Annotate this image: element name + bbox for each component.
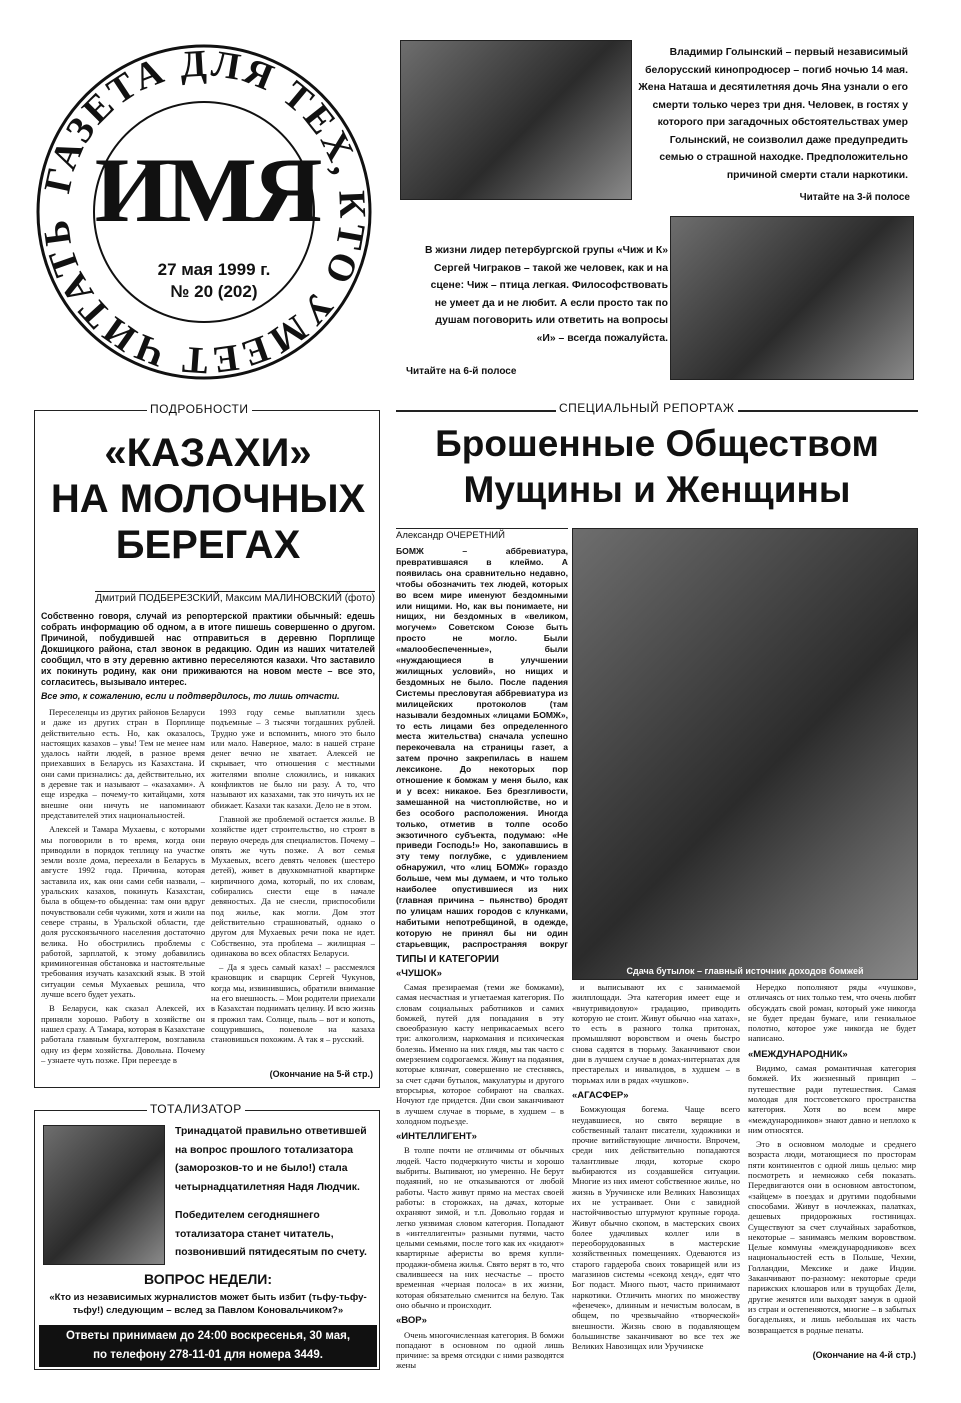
question-title: ВОПРОС НЕДЕЛИ: [143,1271,273,1287]
totalizator-rule-text: Победителем сегодняшнего тотализатора станет читатель, позвонивший пятидесятым по счету. [175,1210,367,1258]
winner-portrait [43,1125,165,1265]
headline-line-3: БЕРЕГАХ [115,523,301,567]
totalizator-winner-text: Тринадцатой правильно ответившей на вопрос прошлого тотализатора (заморозков-то и не было!) стала четырнадцатилетняя Надя Людчик. [175,1126,367,1193]
lead-paragraph [41,611,375,702]
byline: Дмитрий ПОДБЕРЕЗСКИЙ, Максим МАЛИНОВСКИЙ (фото) [95,593,375,604]
bottle-collectors-photo [572,528,918,980]
golynsky-family-photo [400,40,632,200]
section-label: ПОДРОБНОСТИ [147,402,252,416]
masthead-circle-text: ГАЗЕТА ДЛЯ ТЕХ, КТО УМЕЕТ ЧИТАТЬ [34,42,374,382]
article-bomzhi [396,401,918,1378]
teaser-golynsky-more[interactable]: Читайте на 3-й полосе [799,192,910,203]
paragraph: Переселенцы из других районов Беларуси и даже из других стран в Порплище действительно есть. Но, как оказалось, настоящих казахов – увы! Тем не менее нам удалось найти людей, в разное время приехавших в Беларусь из Казахстана. И они сами признались: да, действительно, их в деревне так и называют – «казахами». А еще изредка – почему-то китайцами, хотя внешне они ничуть не напоминают представителей этих национальностей. [41,707,205,820]
paragraph: В толпе почти не отличимы от обычных людей. Часто подчеркнуто чисты и хорошо выбриты. Выпивают, но умеренно. Не берут подаяний, но не отказываются от любой работы. Часто живут прямо на местах своей работы: в сторожках, на дачах, которые охраняют зимой, и т.п. Довольно гордая и легко уязвимая словом категория. Попадают в «интеллигенты» разными путями, часто целыми семьями, после того как их «кидают» квартирные аферисты во время купли-продажи-обмена жилья. Свято верят в то, что свалившееся на них несчастье – просто временная «черная полоса» в их жизни, которая обязательно сменится на белую. Так оно обычно и происходит. [396,1145,564,1310]
paragraph: и выписывают их с занимаемой жилплощади. Эта категория имеет еще и «внутривидовую» градацию, приводить которую не стоит. Живут обычно «на хатах», то есть в разного толка притонах, промышляют воровством и очень быстро снова садятся в тюрьму. Заканчивают свои дни в лучшем случае в домах-интернатах для престарелых и инвалидов, в худшем – в тюрьмах или в рядах «чушков». [572,982,740,1085]
teaser-golynsky-text: Владимир Голынский – первый независимый белорусский кинопродюсер – погиб ночью 14 мая. Жена Наташа и десятилетняя дочь Яна узнали о его смерти только через три дня. Человек, в гостях у которого при загадочных обстоятельствах умер Голынский, не соизволил даже предупредить семью о страшной находке. Предположительно причиной смерти стали наркотики. [638,47,908,181]
totalizator-box [34,1102,380,1370]
headline-line-2: Мущины и Женщины [463,469,851,510]
byline: Александр ОЧЕРЕТНИЙ [396,528,568,541]
masthead-title: ИМЯ [94,139,319,241]
types-title: ТИПЫ И КАТЕГОРИИ [396,954,499,965]
lead-italic: Все это, к сожалению, если и подтвердилось, то лишь отчасти. [41,691,340,701]
headline-line-1: «КАЗАХИ» [104,431,312,475]
article-kazakhi [34,402,380,1088]
answers-line-2: по телефону 278-11-01 для номера 3449. [93,1349,323,1361]
teaser-golynsky[interactable] [396,38,918,208]
lead-text: Собственно говоря, случай из репортерской практики обычный: едешь собрать информацию об одном, а в итоге пишешь совершенно о другом. Причиной, побудившей нас отправиться в деревню Порплище Докшицкого района, стал звонок в редакцию. Один из наших читателей сообщил, что в эту деревню активно переселяются казахи. Что заставило их покинуть родину, как они приживаются на новом месте – все это, согласитесь, вызывало интерес. [41,611,375,687]
paragraph: Бомжующая богема. Чаще всего неудавшиеся, но свято верящие в собственный талант писатели, художники и прочие витийствующие личности. Впрочем, среди них действительно попадаются талантливые люди, которые скоро выбираются из создавшейся ситуации. Многие из них имеют собственное жилье, но жизнь в Уручинске или Великих Навозищах их не устраивает. Они с завидной настойчивостью штурмуют крупные города. Живут обычно скопом, в мастерских своих более удачливых коллег или в переоборудованных в мастерские хозяйственных помещениях. Одеваются из старого гардероба своих товарищей или из магазинов системы «секонд хенд», едят что Бог подаст. Много пьют, часто принимают наркотики. Отличить многих по множеству «фенечек», длинным и нечистым волосам, в общем, по чрезвычайно «творческой» внешности. Жизнь свою в подавляющем большинстве заканчивают во все тех же Великих Навозищах или Уручинске [572,1104,740,1352]
chizh-photo [670,216,914,380]
masthead [34,40,374,382]
chushok-title: «ЧУШОК» [396,968,442,979]
paragraph: Нередко пополняют ряды «чушков», отличаясь от них только тем, что очень любят обсуждать свой роман, который уже никогда не будет предан бумаге, или гениальное полотно, которое уже никогда не будет написано. [748,982,916,1044]
answers-line-1: Ответы принимаем до 24:00 воскресенья, 30 мая, [65,1330,351,1342]
photo-caption: Сдача бутылок – главный источник доходов бомжей [626,966,864,976]
intelligent-title: «ИНТЕЛЛИГЕНТ» [396,1131,477,1143]
left-article-column-2 [211,707,375,1065]
headline-line-1: Брошенные Обществом [435,423,879,464]
right-article-column-a [396,982,564,1374]
left-article-column-1 [41,707,205,1085]
paragraph: Алексей и Тамара Мухаевы, с которыми мы поговорили в то время, когда они приводили в порядок теплицу на участке земли возле дома, переехали в Беларусь в августе 1992 года. Причина, которая заставила их, как они сами себя назвали, – уральских казахов, покинуть Казахстан, была в общем-то обыденна: там они вдруг почувствовали себя чужими, хотя и жили на севере страны, в Уральской области, где доля русскоязычного населения достаточно велика. Но обострились проблемы с работой, зарплатой, к этому добавились криминогенная обстановка и настоятельные требования изучать казахский язык. В этой ситуации семья Мухаевых решила, что лучше всего будет уехать. [41,824,205,1000]
paragraph: Главной же проблемой остается жилье. В хозяйстве идет строительство, но строят в первую очередь для специалистов. Почему – опять же чуть позже. А вот семья Мухаевых, всего девять человек (шестеро детей), живет в двухкомнатной квартирке кирпичного дома, который, по их словам, собирались снести еще в начале девяностых. Да не снесли, приспособили под жилье, как могли. Дом этот действительно страшноватый, однако о другом для Мухаевых речи пока не идет. Собственно, эта проблема – жилищная – одинакова во всех областях Беларуси. [211,813,375,958]
paragraph: 1993 году семье выплатили здесь подъемные – 3 тысячи тогдашних рублей. Трудно уже и вспомнить, много это было или мало. Наверное, мало: в нашей стране денег вечно не хватает. Алексей не скрывает, что отношения с местными жителями вполне сложились, и никаких конфликтов не было ни разу. А то, что называют их казахами, так это ничуть их не обижает. Казахи так казахи. Дело не в этом. [211,707,375,810]
teaser-chizh-more[interactable]: Читайте на 6-й полосе [406,366,517,377]
question-text: «Кто из независимых журналистов может быть избит (тьфу-тьфу-тьфу!) следующим – вслед за Павлом Коновальчиком?» [49,1292,367,1316]
paragraph: Очень многочисленная категория. В бомжи попадают в основном по одной лишь причине: за время отсидки с ними разводятся жены [396,1329,564,1371]
paragraph: Самая презираемая (теми же бомжами), самая несчастная и угнетаемая категория. По словам социальных работников и самих бомжей, путей для попадания в эту своеобразную касту неприкасаемых всего три: алкоголизм, наркомания и психическая болезнь. Именно на них глядя, мы так часто с омерзением содрогаемся. Живут на подаяния, которые клянчат, совершенно не стесняясь, за счет сдачи бутылок, макулатуры и другого вторсырья, которое собирают на свалках. Ночуют где придется. Дни свои заканчивают в лучшем случае в тюрьме, в худшем – в холодном подъезде. [396,982,564,1126]
headline-line-2: НА МОЛОЧНЫХ [50,477,366,521]
masthead-date: 27 мая 1999 г. [157,260,271,279]
continued-link[interactable]: (Окончание на 5-й стр.) [269,1069,373,1079]
mezhdunarodnik-title: «МЕЖДУНАРОДНИК» [748,1048,848,1060]
section-label: СПЕЦИАЛЬНЫЙ РЕПОРТАЖ [556,401,738,415]
right-article-column-b [572,982,740,1374]
answers-banner [39,1325,377,1367]
right-article-column-c [748,982,916,1352]
vor-title: «ВОР» [396,1315,427,1327]
continued-link[interactable]: (Окончание на 4-й стр.) [812,1350,916,1360]
paragraph: Видимо, самая романтичная категория бомжей. Их жизненный принцип – путешествие ради путешествия. Самая молодая для постсоветского пространства категория. Хотя во всем мире «международников» знают давно и неплохо к ним относятся. [748,1063,916,1135]
paragraph: В Беларуси, как сказал Алексей, их приняли хорошо. Работу в хозяйстве он нашел сразу. А Тамара, которая в Казахстане работала главным бухгалтером, возглавила одну из ферм хозяйства. Довольна. Почему – узнаете чуть позже. При переезде в [41,1003,205,1065]
paragraph: Это в основном молодые и среднего возраста люди, мотающиеся по просторам пяти континентов с одной лишь целью: мир посмотреть и немножко себя показать. Передвигаются они в основном автостопом, «зайцем» в поездах и другими подобными способами. Живут в ночлежках, палатках, дешевых придорожных гостиницах. Существуют за счет случайных заработков, некоторые – занимаясь мелким воровством. Целые коммуны «международников» всех национальностей есть в Польше, Чехии, Голландии, Мексике и даже Индии. Заканчивают по-разному: некоторые среди парижских клошаров или в трущобах Дели, другие женятся или выходят замуж в одной из стран и остепеняются, многие – в забытых богадельнях, и лишь небольшая их часть возвращается в родные пенаты. [748,1139,916,1335]
paragraph: – Да я здесь самый казах! – рассмеялся крановщик и сварщик Сергей Чукунов, когда мы, извинившись, обратили внимание на его внешность. – Мои родители приехали в Казахстан поднимать целину. И всю жизнь я прожил там. Солнце, пыль – вот и копоть, сощурившись, поневоле на казаха становишься похожим. А так я – русский. [211,962,375,1045]
agasfer-title: «АГАСФЕР» [572,1089,629,1101]
masthead-issue: № 20 (202) [170,282,258,301]
intro-paragraph: БОМЖ – аббревиатура, превратившаяся в клеймо. А появилась она сравнительно недавно, чтобы обозначить тех людей, которых во всем мире именуют бездомными или нищими. Но, как вы понимаете, ни нищих, ни бездомных в «великом, могучем» Советском Союзе быть просто не могло. Были «малообеспеченные», были «нуждающиеся в улучшении жилищных условий», но нищих и бездомных не было. После падения Системы пресловутая аббревиатура из милицейских протоколов (там называли бездомных «лицами БОМЖ», то есть лицами без определенного места жительства) сначала успешно перекочевала на страницы газет, а затем прочно закрепилась в нашем лексиконе. До некоторых пор отношение к бомжам у меня было, как и у всех: никакое. Без брезгливости, замешанной на чистоплюйстве, но и без особого расположения. Иногда только, отметив в толпе особо экзотичного субъекта, подумаю: «Не приведи Господь!» Но, закопавшись в эту тему поглубже, с удивлением обнаружил, что «лиц БОМЖ» гораздо больше, чем мы думаем, и что только наиболее опустившиеся из них (главная причина – пьянство) бродят по улицам наших городов с клунками, набитыми непотребщиной, в одежде, которую не принял бы ни один старьевщик, распространяя вокруг [396,546,568,949]
teaser-chizh-text: В жизни лидер петербургской групы «Чиж и К» Сергей Чиграков – такой же человек, как и на сцене: Чиж – птица легкая. Философствовать не умеет да и не любит. А если просто так по душам поговорить или ответить на вопросы «И» – всегда пожалуйста. [425,245,668,344]
teaser-chizh[interactable] [396,212,918,382]
section-label: ТОТАЛИЗАТОР [147,1102,245,1116]
